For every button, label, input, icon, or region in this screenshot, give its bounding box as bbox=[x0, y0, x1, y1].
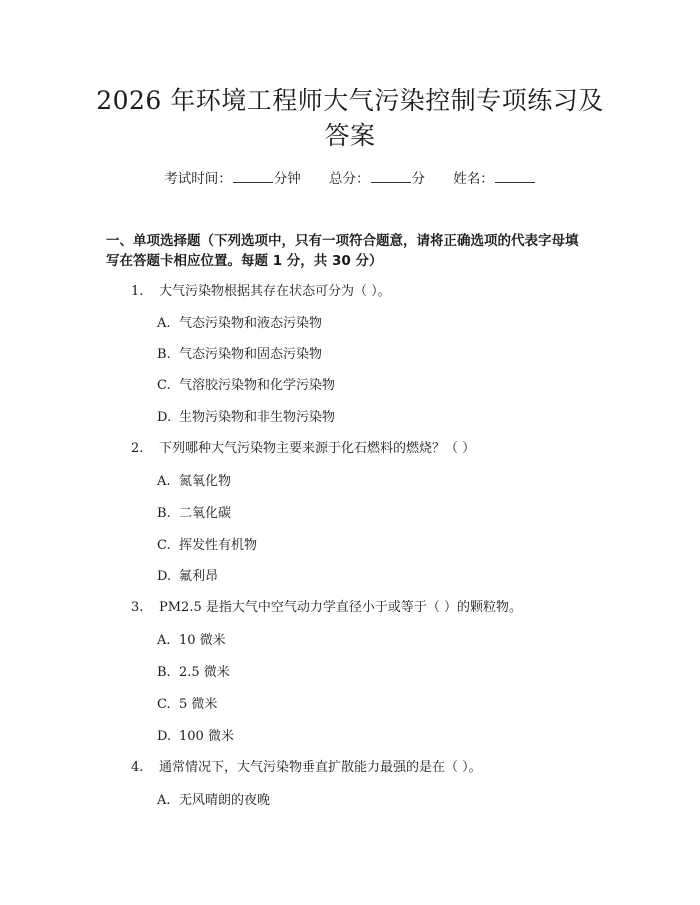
question-3-option-d bbox=[157, 727, 234, 747]
question-text: PM2.5 是指大气中空气动力学直径小于或等于（ ）的颗粒物。 bbox=[159, 600, 522, 615]
name-label: 姓名： bbox=[453, 171, 494, 187]
exam-time-label: 考试时间： bbox=[164, 171, 232, 187]
question-4 bbox=[131, 758, 482, 778]
option-text: 氟利昂 bbox=[179, 569, 219, 584]
question-2 bbox=[131, 439, 475, 459]
total-score-label: 总分： bbox=[329, 171, 370, 187]
option-text: 气溶胶污染物和化学污染物 bbox=[179, 378, 336, 393]
option-letter: D. bbox=[157, 729, 172, 744]
question-text: 通常情况下，大气污染物垂直扩散能力最强的是在（ ）。 bbox=[159, 760, 482, 775]
option-letter: B. bbox=[157, 347, 171, 362]
document-title-line-1: 2026 年环境工程师大气污染控制专项练习及 bbox=[96, 86, 604, 115]
question-2-option-a bbox=[157, 472, 231, 492]
question-1-option-b bbox=[157, 345, 322, 365]
option-text: 10 微米 bbox=[179, 633, 226, 648]
section-heading-line-2: 写在答题卡相应位置。每题 1 分，共 30 分） bbox=[106, 253, 383, 269]
question-1-option-c bbox=[157, 376, 335, 396]
option-letter: C. bbox=[157, 378, 171, 393]
option-text: 2.5 微米 bbox=[179, 665, 230, 680]
question-text: 下列哪种大气污染物主要来源于化石燃料的燃烧？（ ） bbox=[159, 441, 476, 456]
option-text: 气态污染物和液态污染物 bbox=[179, 316, 323, 331]
exam-time-unit: 分钟 bbox=[273, 171, 301, 187]
exam-time-blank bbox=[233, 168, 273, 183]
question-2-option-d bbox=[157, 567, 218, 587]
document-title-line-2: 答案 bbox=[324, 121, 376, 150]
question-1-option-a bbox=[157, 314, 322, 334]
option-text: 挥发性有机物 bbox=[179, 538, 258, 553]
total-score-unit: 分 bbox=[411, 171, 425, 187]
option-text: 100 微米 bbox=[179, 729, 234, 744]
question-2-option-c bbox=[157, 536, 257, 556]
option-text: 无风晴朗的夜晚 bbox=[179, 793, 271, 808]
name-field bbox=[453, 171, 536, 187]
question-3 bbox=[131, 598, 522, 618]
option-text: 气态污染物和固态污染物 bbox=[179, 347, 323, 362]
question-text: 大气污染物根据其存在状态可分为（ ）。 bbox=[159, 284, 391, 299]
question-number: 3. bbox=[131, 600, 144, 615]
name-blank bbox=[495, 168, 535, 183]
question-2-option-b bbox=[157, 504, 231, 524]
option-letter: A. bbox=[157, 633, 171, 648]
question-3-option-a bbox=[157, 631, 226, 651]
option-letter: B. bbox=[157, 506, 171, 521]
option-letter: C. bbox=[157, 538, 171, 553]
option-text: 生物污染物和非生物污染物 bbox=[179, 410, 336, 425]
question-3-option-b bbox=[157, 663, 230, 683]
option-letter: A. bbox=[157, 474, 171, 489]
question-number: 2. bbox=[131, 441, 144, 456]
question-3-option-c bbox=[157, 695, 217, 715]
total-score-blank bbox=[371, 168, 411, 183]
option-letter: B. bbox=[157, 665, 171, 680]
question-number: 4. bbox=[131, 760, 144, 775]
option-text: 氮氧化物 bbox=[179, 474, 232, 489]
exam-meta-row bbox=[0, 168, 700, 189]
question-1-option-d bbox=[157, 408, 335, 428]
question-1 bbox=[131, 282, 391, 302]
option-letter: C. bbox=[157, 697, 171, 712]
option-letter: A. bbox=[157, 793, 171, 808]
question-number: 1. bbox=[131, 284, 144, 299]
option-letter: A. bbox=[157, 316, 171, 331]
option-text: 5 微米 bbox=[179, 697, 218, 712]
total-score-field bbox=[329, 171, 429, 187]
option-text: 二氧化碳 bbox=[179, 506, 232, 521]
section-heading-line-1: 一、单项选择题（下列选项中，只有一项符合题意，请将正确选项的代表字母填 bbox=[106, 233, 579, 249]
option-letter: D. bbox=[157, 410, 172, 425]
exam-time-field bbox=[164, 171, 305, 187]
option-letter: D. bbox=[157, 569, 172, 584]
question-4-option-a bbox=[157, 791, 270, 811]
